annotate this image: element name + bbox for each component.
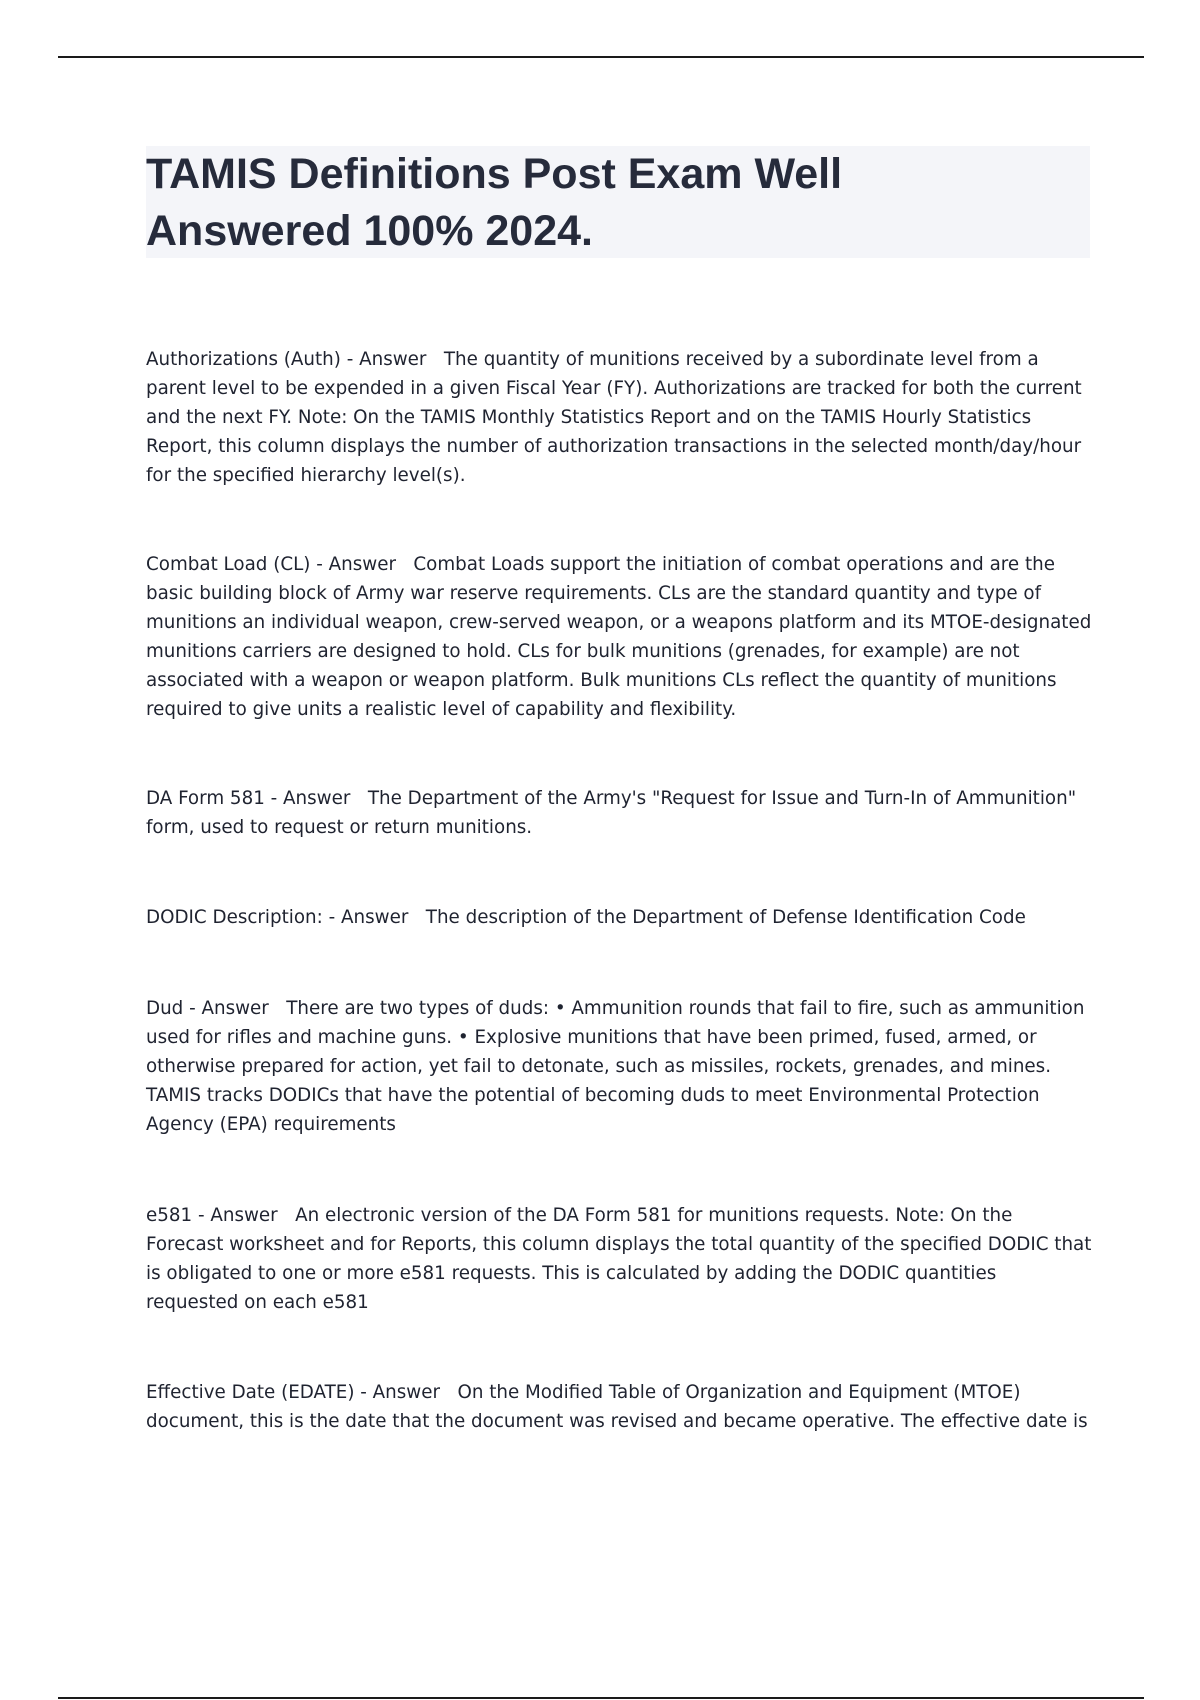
definition-entry [146,994,1092,1139]
top-rule [58,56,1144,58]
definition-term: DA Form 581 - Answer [146,788,351,809]
definition-entry [146,1201,1092,1317]
document-title: TAMIS Definitions Post Exam Well Answered 100% 2024. [146,150,843,255]
definition-entry [146,1378,1092,1436]
definition-text: The quantity of munitions received by a subordinate level from a parent level to be expended in a given Fiscal Year (FY). Authorizations are tracked for both the current and the next FY. Note: On the TAMIS Monthly Statistics Report and on the TAMIS Hourly Statistics Report, this column displays the number of authorization transactions in the selected month/day/hour for the specified hierarchy level(s). [146,349,1082,486]
definition-list [146,345,1092,1436]
definition-term: Authorizations (Auth) - Answer [146,349,427,370]
definition-text: The Department of the Army's "Request for Issue and Turn-In of Ammunition" form, used to request or return munitions. [146,788,1077,838]
definition-term: Effective Date (EDATE) - Answer [146,1382,440,1403]
definition-entry [146,784,1092,842]
definition-text: An electronic version of the DA Form 581 for munitions requests. Note: On the Forecast worksheet and for Reports, this column displays the total quantity of the specified DODIC that is obligated to one or more e581 requests. This is calculated by adding the DODIC quantities requested on each e581 [146,1205,1092,1313]
definition-term: DODIC Description: - Answer [146,907,409,928]
definition-entry [146,550,1092,724]
definition-term: Dud - Answer [146,998,269,1019]
definition-entry [146,345,1092,490]
bottom-rule [58,1697,1144,1699]
definition-text: Combat Loads support the initiation of combat operations and are the basic building block of Army war reserve requirements. CLs are the standard quantity and type of munitions an individual weapon, crew-served weapon, or a weapons platform and its MTOE-designated munitions carriers are designed to hold. CLs for bulk munitions (grenades, for example) are not associated with a weapon or weapon platform. Bulk munitions CLs reflect the quantity of munitions required to give units a realistic level of capability and flexibility. [146,554,1092,720]
definition-text: The description of the Department of Defense Identification Code [425,907,1026,928]
definition-text: On the Modified Table of Organization and Equipment (MTOE) document, this is the date that the document was revised and became operative. The effective date is [146,1382,1088,1432]
definition-text: There are two types of duds: • Ammunition rounds that fail to fire, such as ammunition used for rifles and machine guns. • Explosive munitions that have been primed, fused, armed, or otherwise prepared for action, yet fail to detonate, such as missiles, rockets, grenades, and mines. TAMIS tracks DODICs that have the potential of becoming duds to meet Environmental Protection Agency (EPA) requirements [146,998,1085,1135]
definition-term: Combat Load (CL) - Answer [146,554,396,575]
title-block [146,146,1090,258]
definition-term: e581 - Answer [146,1205,278,1226]
definition-entry [146,903,1092,932]
